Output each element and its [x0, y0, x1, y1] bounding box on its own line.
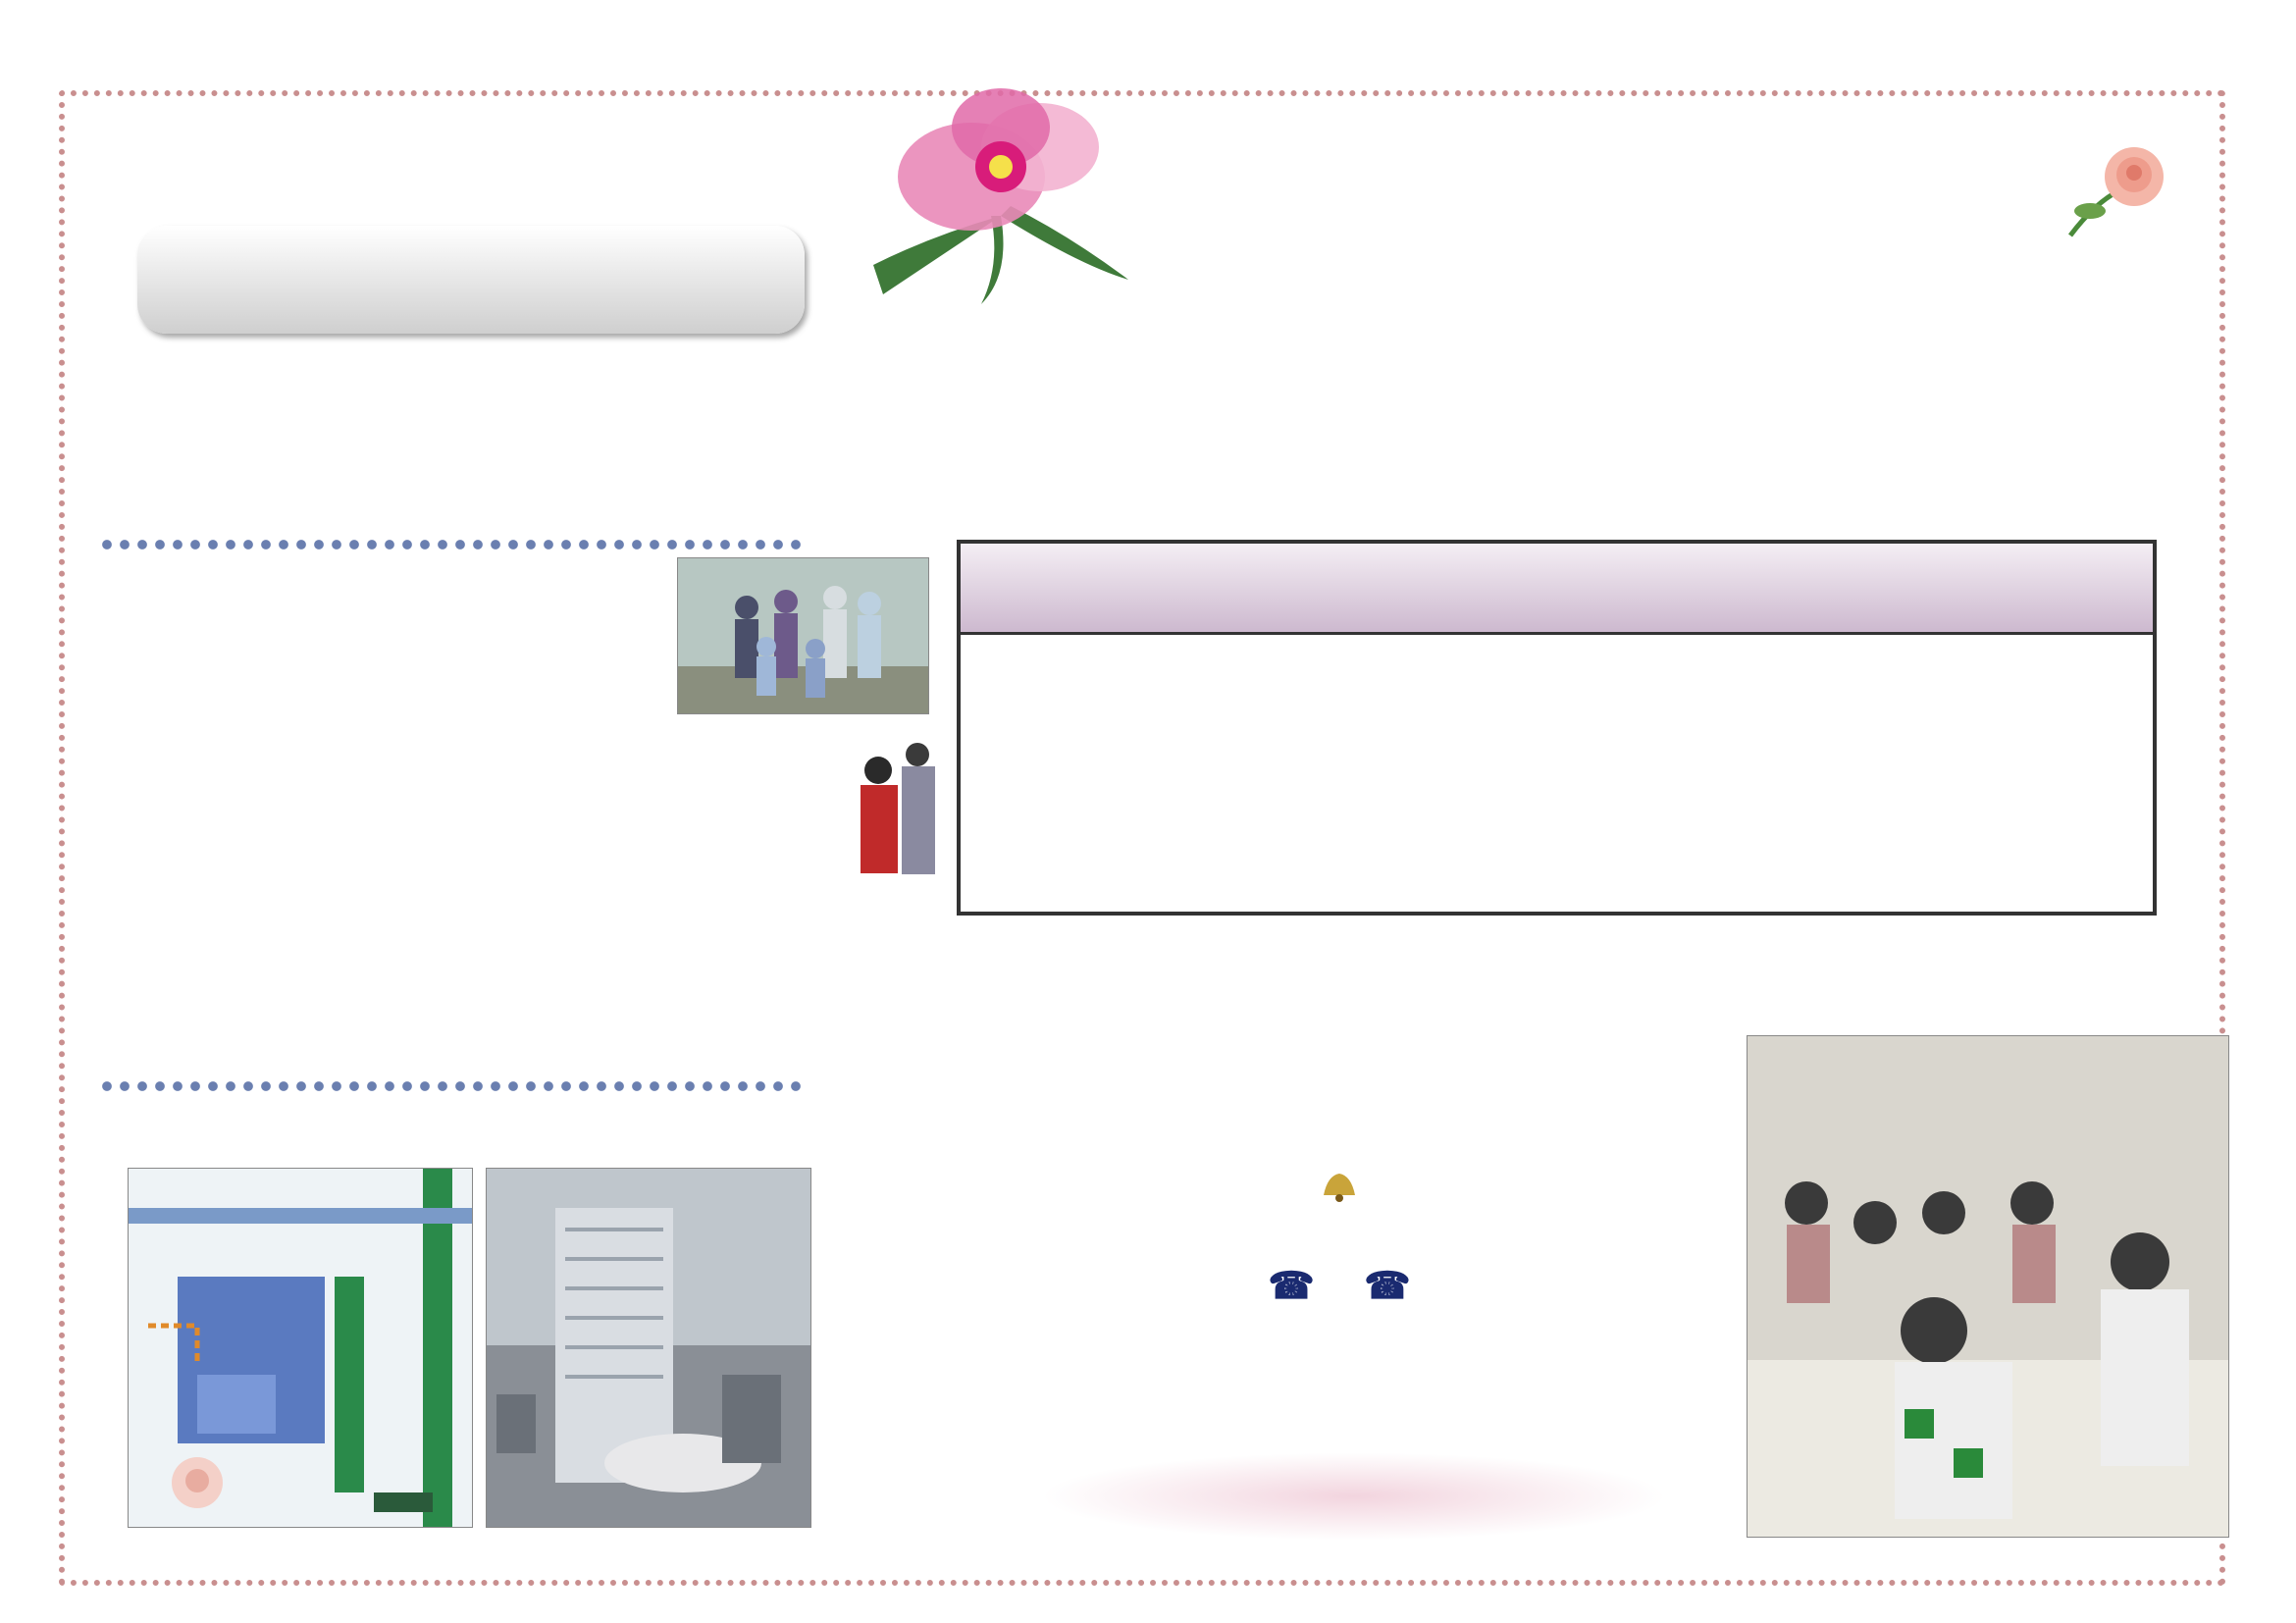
concerns-box [957, 540, 2157, 916]
couple-photo [839, 731, 952, 878]
venue-map [128, 1168, 473, 1528]
title-banner [137, 226, 805, 334]
decorative-divider [98, 1079, 805, 1093]
building-photo [486, 1168, 811, 1528]
header-left [137, 128, 805, 343]
phone-numbers [932, 1264, 1747, 1308]
concerns-list [961, 635, 2153, 647]
slogan [932, 1168, 1747, 1203]
office-name [932, 1221, 1747, 1254]
mail-line [1266, 1529, 1289, 1563]
concerns-box-header [961, 544, 2153, 635]
event-details [128, 579, 814, 597]
petal-decoration [1040, 1452, 1668, 1541]
phone-icon: ☎ [1268, 1266, 1315, 1307]
decorative-divider [98, 538, 805, 551]
contact-block [932, 1168, 1747, 1322]
flower-icon [854, 69, 1148, 304]
rose-icon [2061, 118, 2178, 245]
bell-icon [1318, 1168, 1361, 1203]
meeting-photo [1747, 1035, 2229, 1538]
phone-icon: ☎ [1364, 1266, 1411, 1307]
